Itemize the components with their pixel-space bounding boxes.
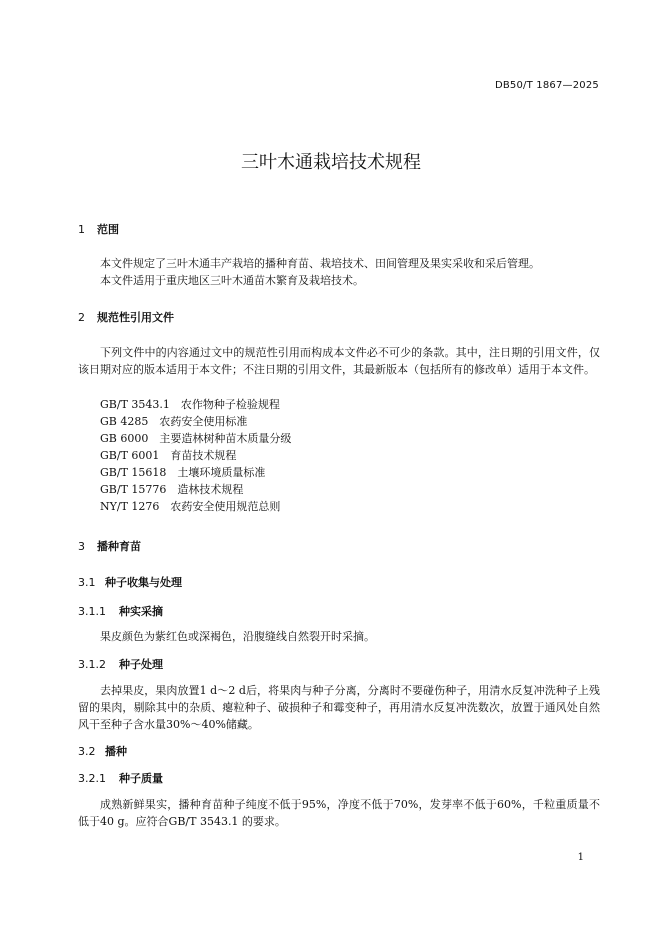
section-title: 种子处理 [119, 658, 163, 671]
section-2-paragraph-1: 下列文件中的内容通过文中的规范性引用而构成本文件必不可少的条款。其中，注日期的引用文件，仅该日期对应的版本适用于本文件；不注日期的引用文件，其最新版本（包括所有的修改单）适用于本文件。 [78, 346, 600, 376]
reference-name: 农药安全使用标准 [159, 415, 248, 428]
page-number: 1 [577, 852, 584, 863]
section-3-2-1-heading [78, 770, 163, 786]
section-number: 3.2 [78, 745, 96, 758]
section-3-2-1-paragraph: 成熟新鲜果实，播种育苗种子纯度不低于95%，净度不低于70%，发芽率不低于60%，千粒重质量不低于40 g。应符合GB/T 3543.1 的要求。 [78, 798, 600, 828]
section-number: 1 [78, 223, 85, 236]
section-3-heading [78, 538, 141, 554]
reference-code: GB/T 6001 [100, 449, 160, 462]
reference-item [100, 430, 291, 446]
section-number: 3 [78, 540, 85, 553]
page-title: 三叶木通栽培技术规程 [241, 152, 421, 173]
reference-item [100, 396, 280, 412]
reference-item [100, 447, 236, 463]
section-title: 规范性引用文件 [97, 311, 174, 324]
reference-name: 农药安全使用规范总则 [170, 500, 281, 513]
section-3-1-1-heading [78, 603, 163, 619]
section-number: 3.2.1 [78, 772, 106, 785]
reference-name: 育苗技术规程 [170, 449, 237, 462]
section-title: 播种 [105, 745, 127, 758]
section-title: 播种育苗 [97, 540, 141, 553]
reference-name: 农作物种子检验规程 [180, 398, 280, 411]
section-title: 范围 [97, 223, 119, 236]
reference-name: 主要造林树种苗木质量分级 [159, 432, 292, 445]
section-3-2-heading [78, 743, 127, 759]
section-3-1-1-paragraph: 果皮颜色为紫红色或深褐色，沿腹缝线自然裂开时采摘。 [100, 630, 375, 643]
section-1-paragraph-2: 本文件适用于重庆地区三叶木通苗木繁育及栽培技术。 [100, 274, 364, 287]
section-1-paragraph-1: 本文件规定了三叶木通丰产栽培的播种育苗、栽培技术、田间管理及果实采收和采后管理。 [100, 257, 540, 270]
section-number: 3.1 [78, 576, 96, 589]
section-number: 3.1.2 [78, 658, 106, 671]
reference-code: GB 6000 [100, 432, 149, 445]
reference-name: 造林技术规程 [177, 483, 244, 496]
section-number: 3.1.1 [78, 605, 106, 618]
section-1-heading [78, 221, 119, 237]
section-3-1-2-heading [78, 656, 163, 672]
section-3-1-heading [78, 574, 182, 590]
reference-code: GB 4285 [100, 415, 149, 428]
reference-code: GB/T 3543.1 [100, 398, 170, 411]
section-3-1-2-paragraph: 去掉果皮，果肉放置1 d～2 d后，将果肉与种子分离，分离时不要碰伤种子，用清水反复冲洗种子上残留的果肉，剔除其中的杂质、瘪粒种子、破损种子和霉变种子，再用清水反复冲洗数次，放置于通风处自然风干至种子含水量30%～40%储藏。 [78, 684, 600, 731]
section-2-heading [78, 309, 174, 325]
reference-code: GB/T 15618 [100, 466, 167, 479]
reference-item [100, 464, 265, 480]
reference-item [100, 481, 243, 497]
reference-code: NY/T 1276 [100, 500, 160, 513]
section-title: 种实采摘 [119, 605, 163, 618]
section-title: 种子收集与处理 [105, 576, 182, 589]
reference-name: 土壤环境质量标准 [177, 466, 266, 479]
document-number: DB50/T 1867—2025 [494, 80, 599, 91]
reference-item [100, 413, 247, 429]
section-number: 2 [78, 311, 85, 324]
reference-item [100, 498, 280, 514]
reference-code: GB/T 15776 [100, 483, 167, 496]
section-title: 种子质量 [119, 772, 163, 785]
